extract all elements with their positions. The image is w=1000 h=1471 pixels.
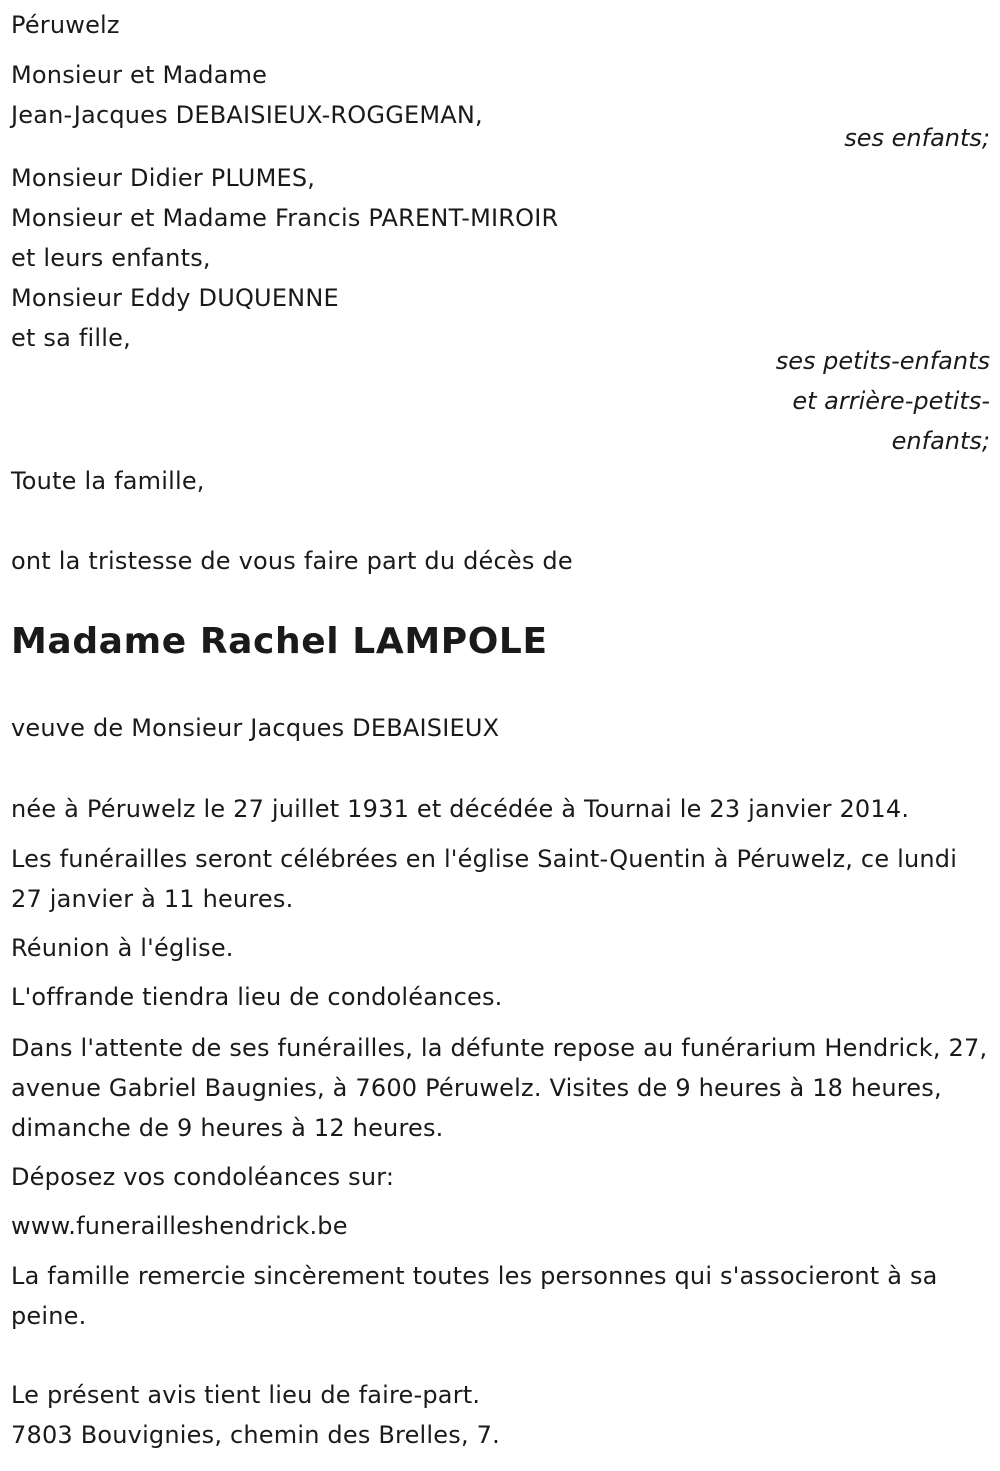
widow-of-line: veuve de Monsieur Jacques DEBAISIEUX — [11, 714, 500, 742]
website-link[interactable]: www.funerailleshendrick.be — [11, 1212, 348, 1240]
children-line-2: Jean-Jacques DEBAISIEUX-ROGGEMAN, — [11, 101, 483, 129]
deceased-name: Madame Rachel LAMPOLE — [11, 621, 548, 662]
meeting-line: Réunion à l'église. — [11, 934, 234, 962]
address-line: 7803 Bouvignies, chemin des Brelles, 7. — [11, 1421, 500, 1449]
children-line-1: Monsieur et Madame — [11, 61, 268, 89]
grandchildren-line-2: Monsieur et Madame Francis PARENT-MIROIR — [11, 204, 559, 232]
family-line: Toute la famille, — [11, 467, 205, 495]
grandchildren-role-line-2: et arrière-petits- — [792, 387, 990, 415]
grandchildren-role-line-3: enfants; — [891, 427, 990, 455]
notice-line: Le présent avis tient lieu de faire-part. — [11, 1381, 481, 1409]
grandchildren-line-1: Monsieur Didier PLUMES, — [11, 164, 316, 192]
offering-line: L'offrande tiendra lieu de condoléances. — [11, 983, 503, 1011]
grandchildren-line-5: et sa fille, — [11, 324, 131, 352]
grandchildren-line-4: Monsieur Eddy DUQUENNE — [11, 284, 339, 312]
children-role: ses enfants; — [844, 124, 990, 152]
birth-death-line: née à Péruwelz le 27 juillet 1931 et décédée à Tournai le 23 janvier 2014. — [11, 795, 910, 823]
condolences-label: Déposez vos condoléances sur: — [11, 1163, 395, 1191]
rest-place-paragraph: Dans l'attente de ses funérailles, la défunte repose au funérarium Hendrick, 27, avenue Gabriel Baugnies, à 7600 Péruwelz. Visites de 9 heures à 18 heures, dimanche de 9 heures à 12 heures. — [11, 1034, 988, 1142]
grandchildren-role-line-1: ses petits-enfants — [775, 347, 990, 375]
announcement-line: ont la tristesse de vous faire part du décès de — [11, 547, 573, 575]
grandchildren-line-3: et leurs enfants, — [11, 244, 211, 272]
thanks-paragraph: La famille remercie sincèrement toutes les personnes qui s'associeront à sa peine. — [11, 1262, 938, 1330]
funeral-paragraph: Les funérailles seront célébrées en l'église Saint-Quentin à Péruwelz, ce lundi 27 janvier à 11 heures. — [11, 845, 958, 913]
town-heading: Péruwelz — [11, 11, 120, 39]
